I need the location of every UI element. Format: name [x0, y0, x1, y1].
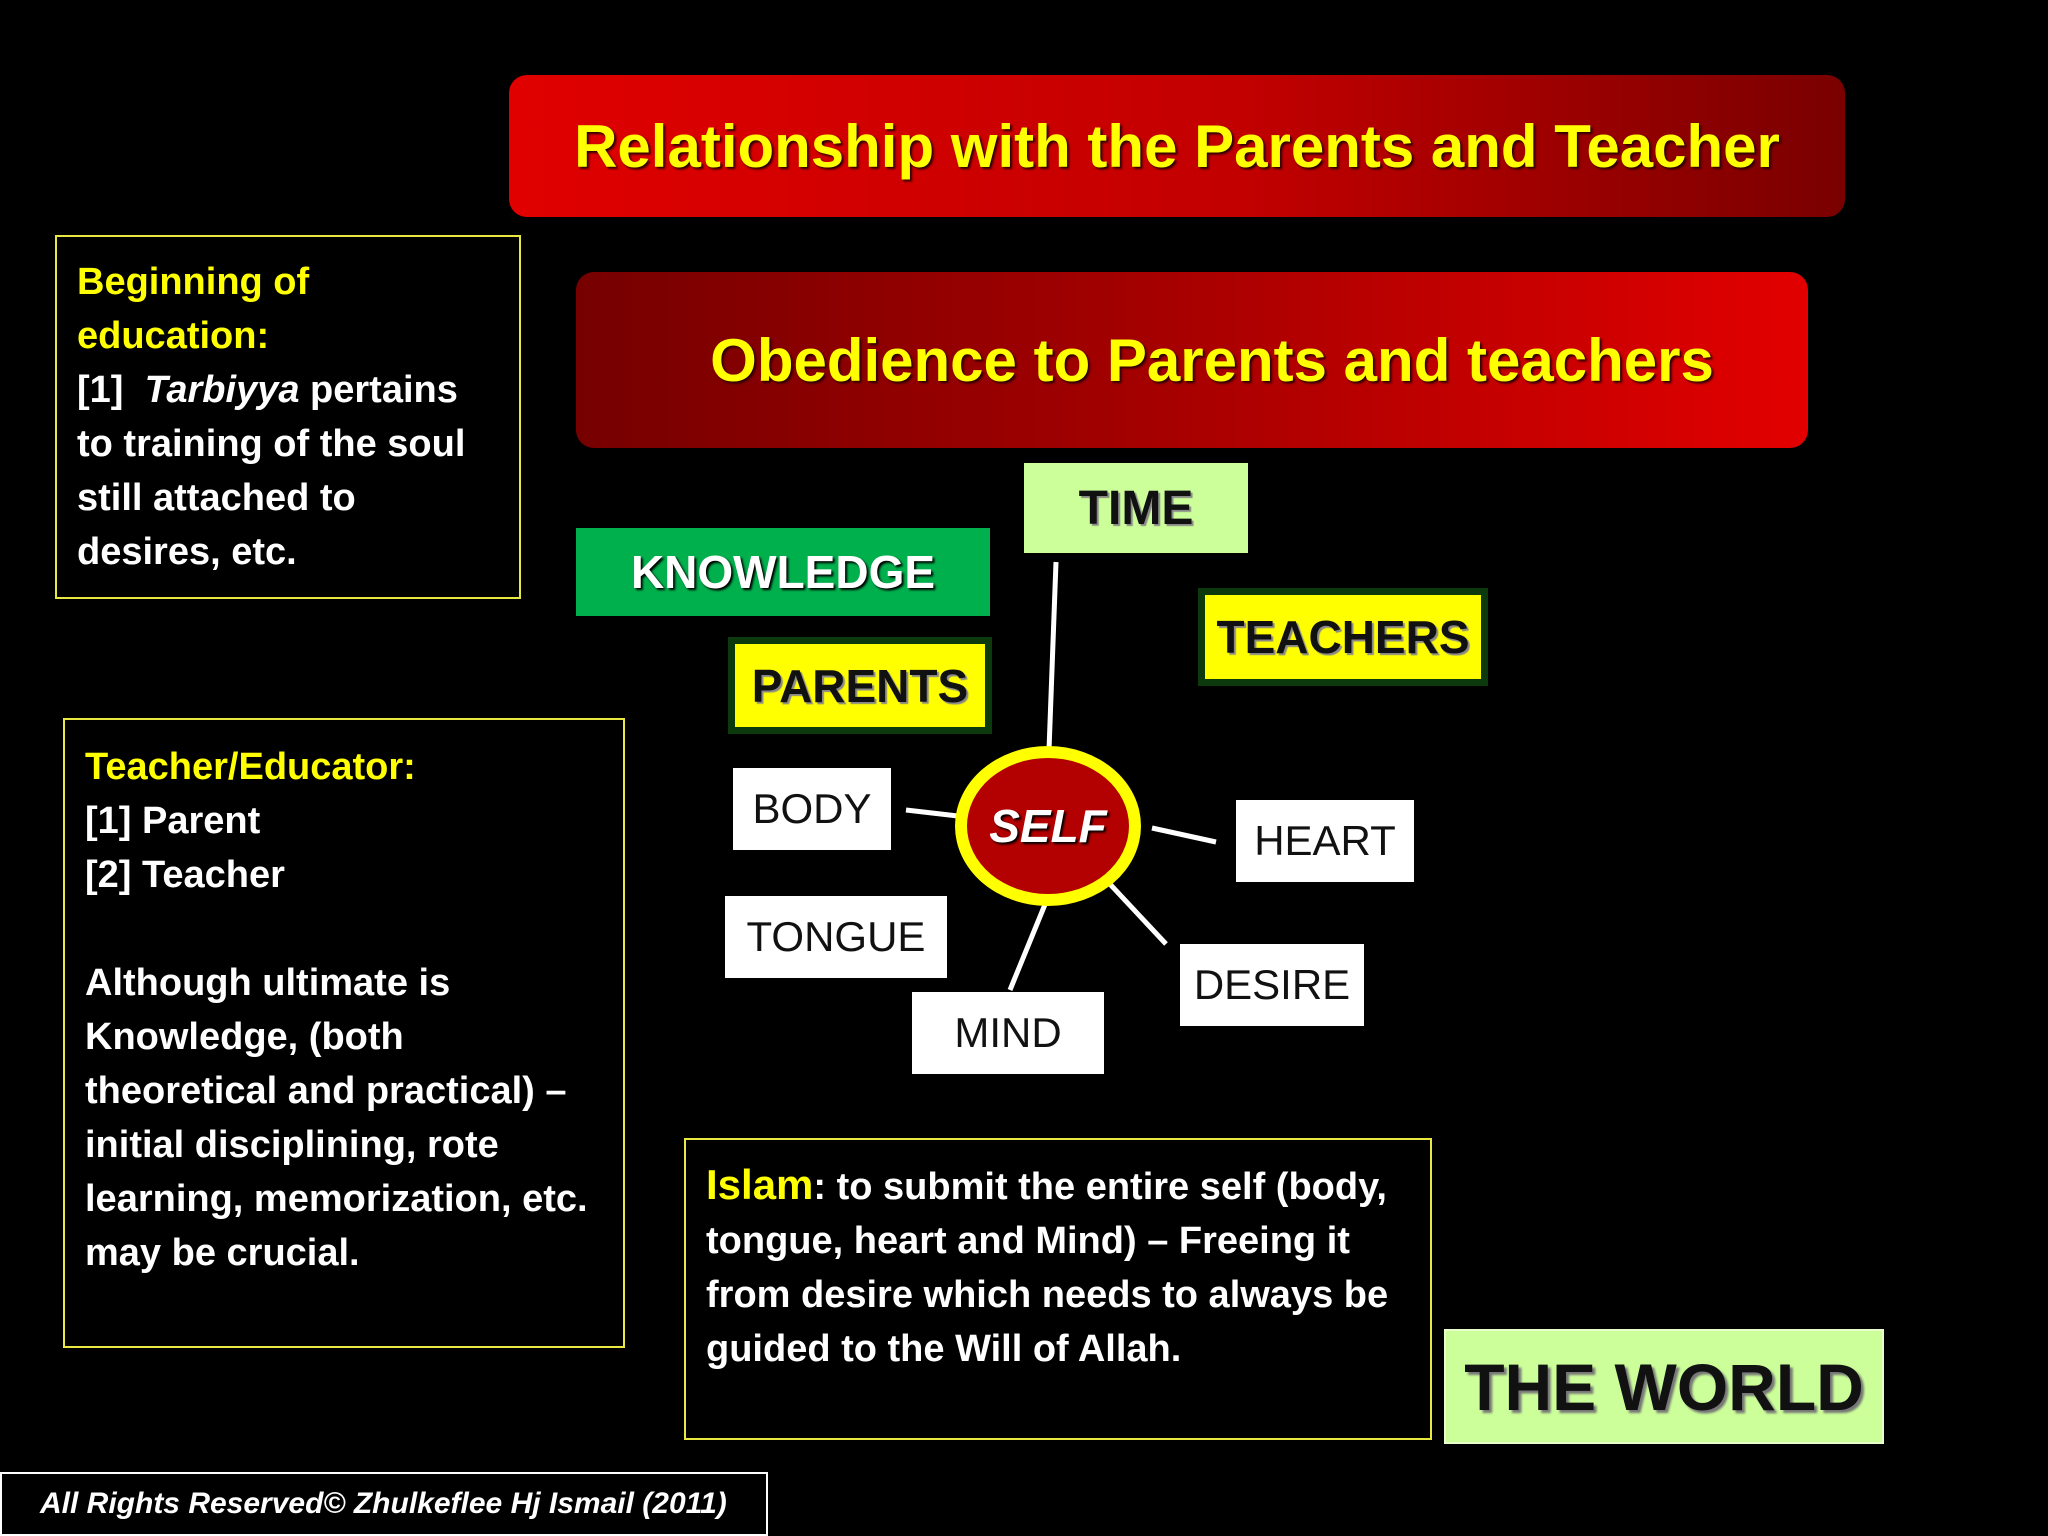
subtitle-banner [576, 272, 1808, 448]
body-node [733, 768, 891, 850]
teachers-label: TEACHERS [1216, 611, 1470, 663]
islam-definition-box [684, 1138, 1432, 1440]
time-label: TIME [1078, 481, 1194, 535]
the-world-node [1444, 1329, 1884, 1444]
teacher-item: [2] Teacher [85, 854, 285, 896]
copyright-footer [0, 1472, 768, 1536]
tongue-node [725, 896, 947, 978]
copyright-text: All Rights Reserved© Zhulkeflee Hj Ismail (2011) [40, 1487, 727, 1520]
connector-body [906, 810, 958, 816]
islam-body: : to submit the entire self (body, tongue, heart and Mind) – Freeing it from desire which needs to always be guided to the Will of Allah. [706, 1166, 1389, 1370]
self-label: SELF [989, 800, 1107, 852]
mind-node [912, 992, 1104, 1074]
beginning-index: [1] [77, 369, 124, 411]
beginning-heading: Beginning of education: [77, 261, 310, 357]
connector-time [1049, 562, 1056, 750]
mind-label: MIND [954, 1009, 1062, 1056]
tongue-label: TONGUE [746, 913, 926, 960]
heart-node [1236, 800, 1414, 882]
beginning-text [77, 363, 499, 579]
parents-node [728, 637, 992, 734]
page-subtitle: Obedience to Parents and teachers [710, 326, 1714, 394]
page-title: Relationship with the Parents and Teacher [574, 112, 1780, 180]
self-node [955, 746, 1141, 906]
teacher-item: [1] Parent [85, 800, 261, 842]
islam-term: Islam [706, 1161, 814, 1208]
heart-label: HEART [1254, 817, 1396, 864]
teacher-heading: Teacher/Educator: [85, 746, 416, 788]
teacher-educator-box [63, 718, 625, 1348]
knowledge-node [576, 528, 990, 616]
beginning-body: pertains to training of the soul still attached to desires, etc. [77, 369, 466, 573]
tarbiyya-term: Tarbiyya [144, 369, 300, 411]
parents-label: PARENTS [751, 659, 969, 712]
teachers-node [1198, 588, 1488, 686]
world-label: THE WORLD [1464, 1349, 1864, 1424]
beginning-of-education-box [55, 235, 521, 599]
islam-text [706, 1158, 1410, 1376]
body-label: BODY [752, 785, 872, 832]
connector-heart [1152, 828, 1216, 842]
title-banner [509, 75, 1845, 217]
desire-node [1180, 944, 1364, 1026]
teacher-note: Although ultimate is Knowledge, (both theoretical and practical) – initial disciplining, rote learning, memorization, etc. may be crucial. [85, 962, 588, 1274]
connector-desire [1108, 882, 1166, 944]
desire-label: DESIRE [1193, 961, 1351, 1008]
knowledge-label: KNOWLEDGE [630, 546, 936, 598]
time-node [1024, 463, 1248, 553]
connector-mind [1010, 902, 1046, 990]
